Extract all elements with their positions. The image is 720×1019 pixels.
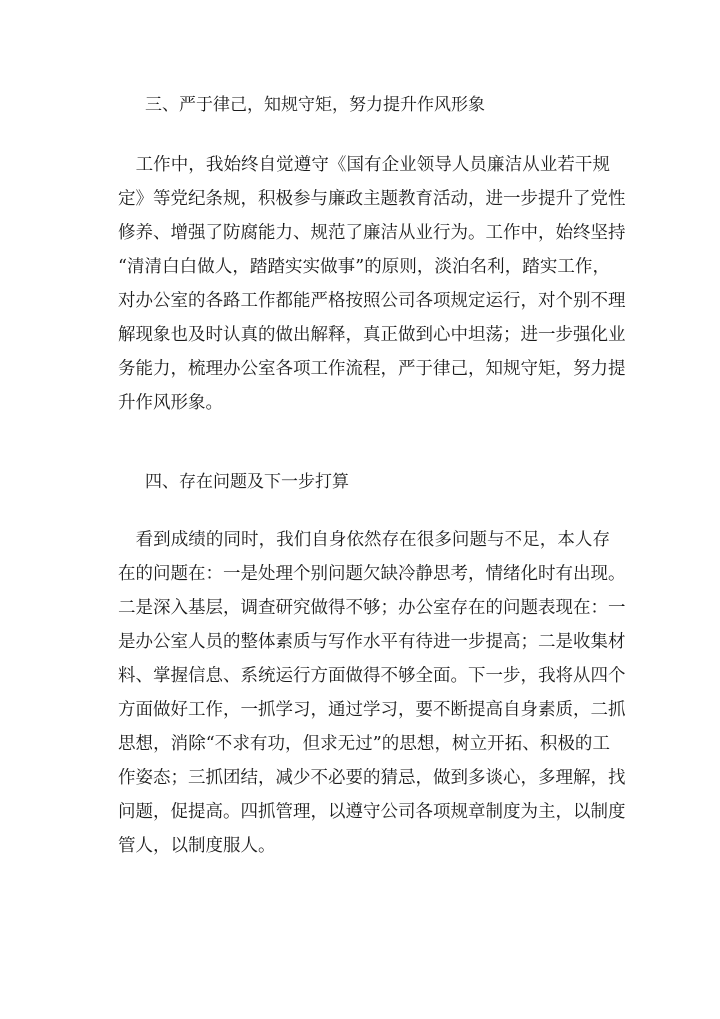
section-3-heading: 三、严于律己，知规守矩，努力提升作风形象	[145, 95, 485, 115]
paragraph-line: 定》等党纪条规，积极参与廉政主题教育活动，进一步提升了党性	[118, 189, 626, 209]
paragraph-line: 看到成绩的同时，我们自身依然存在很多问题与不足，本人存	[118, 530, 610, 550]
paragraph-line: “清清白白做人，踏踏实实做事”的原则，淡泊名利，踏实工作，	[118, 257, 610, 277]
paragraph-line: 方面做好工作，一抓学习，通过学习，要不断提高自身素质，二抓	[118, 700, 626, 720]
paragraph-line: 在的问题在：一是处理个别问题欠缺冷静思考，情绪化时有出现。	[118, 564, 626, 584]
paragraph-line: 修养、增强了防腐能力、规范了廉洁从业行为。工作中，始终坚持	[118, 223, 626, 243]
paragraph-line: 料、掌握信息、系统运行方面做得不够全面。下一步，我将从四个	[118, 666, 626, 686]
paragraph-line: 务能力，梳理办公室各项工作流程，严于律己，知规守矩，努力提	[118, 359, 626, 379]
paragraph-line: 升作风形象。	[118, 393, 223, 413]
paragraph-line: 管人，以制度服人。	[118, 836, 276, 856]
section-3-paragraph	[118, 148, 626, 420]
paragraph-line: 对办公室的各路工作都能严格按照公司各项规定运行，对个别不理	[118, 291, 626, 311]
paragraph-line: 是办公室人员的整体素质与写作水平有待进一步提高；二是收集材	[118, 632, 626, 652]
paragraph-line: 二是深入基层，调查研究做得不够；办公室存在的问题表现在：一	[118, 598, 626, 618]
paragraph-line: 问题，促提高。四抓管理，以遵守公司各项规章制度为主，以制度	[118, 802, 626, 822]
section-4-heading: 四、存在问题及下一步打算	[145, 472, 349, 492]
paragraph-line: 工作中，我始终自觉遵守《国有企业领导人员廉洁从业若干规	[118, 155, 610, 175]
section-4-paragraph	[118, 523, 626, 863]
paragraph-line: 作姿态；三抓团结，减少不必要的猜忌，做到多谈心，多理解，找	[118, 768, 626, 788]
paragraph-line: 思想，消除“不求有功，但求无过”的思想，树立开拓、积极的工	[118, 734, 610, 754]
paragraph-line: 解现象也及时认真的做出解释，真正做到心中坦荡；进一步强化业	[118, 325, 626, 345]
